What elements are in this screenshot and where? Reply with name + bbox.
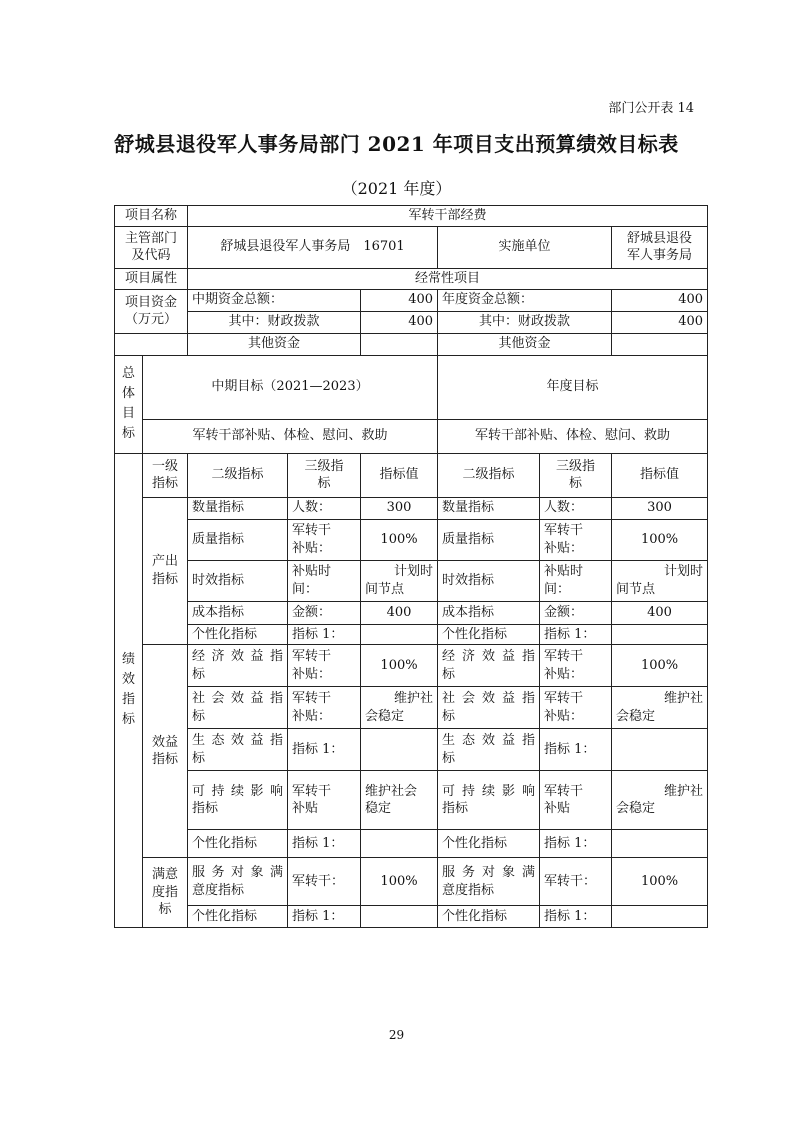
year-goal-header: 年度目标 <box>438 355 708 419</box>
cell: 100% <box>612 519 708 560</box>
cell: 指标 1： <box>540 906 612 928</box>
table-row <box>115 226 708 268</box>
overall-goal-label: 总 体 目 标 <box>115 355 143 453</box>
page-label: 部门公开表 14 <box>608 101 694 116</box>
cell: 维护社 会稳定 <box>612 687 708 729</box>
cell: 成本指标 <box>188 601 288 624</box>
perf-label: 绩 效 指 标 <box>115 453 143 928</box>
attr-label: 项目属性 <box>115 268 188 289</box>
cell: 补贴时 间： <box>540 560 612 601</box>
cell: 时效指标 <box>188 560 288 601</box>
cell: 经济效益指 标 <box>188 645 288 687</box>
year-total-value: 400 <box>612 289 708 311</box>
satisfaction-label: 满意 度指 标 <box>143 858 188 928</box>
cell <box>612 624 708 645</box>
cell: 数量指标 <box>188 497 288 519</box>
table-row <box>115 311 708 333</box>
cell: 计划时 间节点 <box>361 560 438 601</box>
mid-other-value <box>361 333 438 355</box>
mid-total-value: 400 <box>361 289 438 311</box>
table-row <box>115 645 708 687</box>
cell: 金额： <box>540 601 612 624</box>
cell: 指标 1： <box>540 624 612 645</box>
cell: 100% <box>361 645 438 687</box>
year-fiscal-value: 400 <box>612 311 708 333</box>
cell: 指标 1： <box>288 624 361 645</box>
cell: 生态效益指 标 <box>188 729 288 771</box>
cell <box>612 830 708 858</box>
year-total-label: 年度资金总额： <box>438 289 612 311</box>
cell: 100% <box>612 645 708 687</box>
cell: 军转干： <box>540 858 612 906</box>
table-row <box>115 289 708 311</box>
funds-label: 项目资金 （万元） <box>115 289 188 333</box>
value-header: 指标值 <box>361 453 438 497</box>
cell: 个性化指标 <box>438 830 540 858</box>
cell: 军转干 补贴： <box>540 519 612 560</box>
table-row <box>115 497 708 519</box>
cell: 金额： <box>288 601 361 624</box>
cell: 人数： <box>288 497 361 519</box>
dept-value: 舒城县退役军人事务局 16701 <box>188 226 438 268</box>
output-label: 产出 指标 <box>143 497 188 645</box>
table-row <box>115 519 708 560</box>
cell: 指标 1： <box>288 830 361 858</box>
page-subtitle: （2021 年度） <box>341 179 452 198</box>
cell: 数量指标 <box>438 497 540 519</box>
impl-label: 实施单位 <box>438 226 612 268</box>
table-row <box>115 268 708 289</box>
cell: 个性化指标 <box>438 624 540 645</box>
table-row <box>115 560 708 601</box>
table-row <box>115 355 708 419</box>
cell: 质量指标 <box>438 519 540 560</box>
level3-header-year: 三级指 标 <box>540 453 612 497</box>
cell: 军转干： <box>288 858 361 906</box>
cell: 军转干 补贴 <box>288 771 361 830</box>
cell: 补贴时 间： <box>288 560 361 601</box>
cell <box>612 906 708 928</box>
cell: 质量指标 <box>188 519 288 560</box>
impl-value: 舒城县退役 军人事务局 <box>612 226 708 268</box>
year-other-label: 其他资金 <box>438 333 612 355</box>
year-fiscal-label: 其中：财政拨款 <box>438 311 612 333</box>
table-row <box>115 419 708 453</box>
level1-header: 一级 指标 <box>143 453 188 497</box>
cell: 军转干 补贴： <box>540 645 612 687</box>
cell: 服务对象满 意度指标 <box>438 858 540 906</box>
cell <box>361 624 438 645</box>
cell: 军转干 补贴 <box>540 771 612 830</box>
attr-value: 经常性项目 <box>188 268 708 289</box>
cell: 100% <box>361 858 438 906</box>
benefit-label: 效益 指标 <box>143 645 188 858</box>
value-header-year: 指标值 <box>612 453 708 497</box>
cell: 指标 1： <box>288 729 361 771</box>
page-title: 舒城县退役军人事务局部门 2021 年项目支出预算绩效目标表 <box>114 132 679 156</box>
cell: 指标 1： <box>540 729 612 771</box>
cell: 军转干 补贴： <box>288 645 361 687</box>
cell: 个性化指标 <box>188 830 288 858</box>
cell: 生态效益指 标 <box>438 729 540 771</box>
table-row <box>115 687 708 729</box>
table-row <box>115 624 708 645</box>
mid-other-label: 其他资金 <box>188 333 361 355</box>
year-other-value <box>612 333 708 355</box>
mid-fiscal-label: 其中：财政拨款 <box>188 311 361 333</box>
cell: 400 <box>361 601 438 624</box>
mid-fiscal-value: 400 <box>361 311 438 333</box>
level2-header: 二级指标 <box>188 453 288 497</box>
cell: 维护社会 稳定 <box>361 771 438 830</box>
table-row <box>115 906 708 928</box>
level2-header-year: 二级指标 <box>438 453 540 497</box>
cell: 个性化指标 <box>438 906 540 928</box>
cell: 可持续影响 指标 <box>188 771 288 830</box>
performance-table <box>114 205 708 928</box>
cell: 个性化指标 <box>188 624 288 645</box>
cell: 服务对象满 意度指标 <box>188 858 288 906</box>
cell: 维护社 会稳定 <box>361 687 438 729</box>
cell: 经济效益指 标 <box>438 645 540 687</box>
cell: 计划时 间节点 <box>612 560 708 601</box>
cell: 可持续影响 指标 <box>438 771 540 830</box>
cell <box>612 729 708 771</box>
mid-goal-content: 军转干部补贴、体检、慰问、救助 <box>143 419 438 453</box>
cell: 维护社 会稳定 <box>612 771 708 830</box>
cell: 时效指标 <box>438 560 540 601</box>
table-row <box>115 333 708 355</box>
table-row <box>115 771 708 830</box>
table-row <box>115 453 708 497</box>
table-row <box>115 830 708 858</box>
cell: 人数： <box>540 497 612 519</box>
project-name-label: 项目名称 <box>115 206 188 227</box>
cell: 指标 1： <box>288 906 361 928</box>
cell: 100% <box>612 858 708 906</box>
cell: 300 <box>361 497 438 519</box>
table-row <box>115 206 708 227</box>
cell: 军转干 补贴： <box>540 687 612 729</box>
cell: 300 <box>612 497 708 519</box>
mid-goal-header: 中期目标（2021—2023） <box>143 355 438 419</box>
mid-total-label: 中期资金总额： <box>188 289 361 311</box>
cell: 社会效益指 标 <box>438 687 540 729</box>
cell: 指标 1： <box>540 830 612 858</box>
table-row <box>115 858 708 906</box>
dept-label: 主管部门 及代码 <box>115 226 188 268</box>
project-name-value: 军转干部经费 <box>188 206 708 227</box>
cell: 军转干 补贴： <box>288 687 361 729</box>
empty-cell <box>115 333 188 355</box>
cell: 成本指标 <box>438 601 540 624</box>
cell: 社会效益指 标 <box>188 687 288 729</box>
cell <box>361 830 438 858</box>
cell: 军转干 补贴： <box>288 519 361 560</box>
cell: 400 <box>612 601 708 624</box>
cell: 100% <box>361 519 438 560</box>
cell <box>361 729 438 771</box>
table-row <box>115 601 708 624</box>
table-row <box>115 729 708 771</box>
page-number: 29 <box>388 1028 405 1042</box>
cell <box>361 906 438 928</box>
cell: 个性化指标 <box>188 906 288 928</box>
year-goal-content: 军转干部补贴、体检、慰问、救助 <box>438 419 708 453</box>
level3-header: 三级指 标 <box>288 453 361 497</box>
